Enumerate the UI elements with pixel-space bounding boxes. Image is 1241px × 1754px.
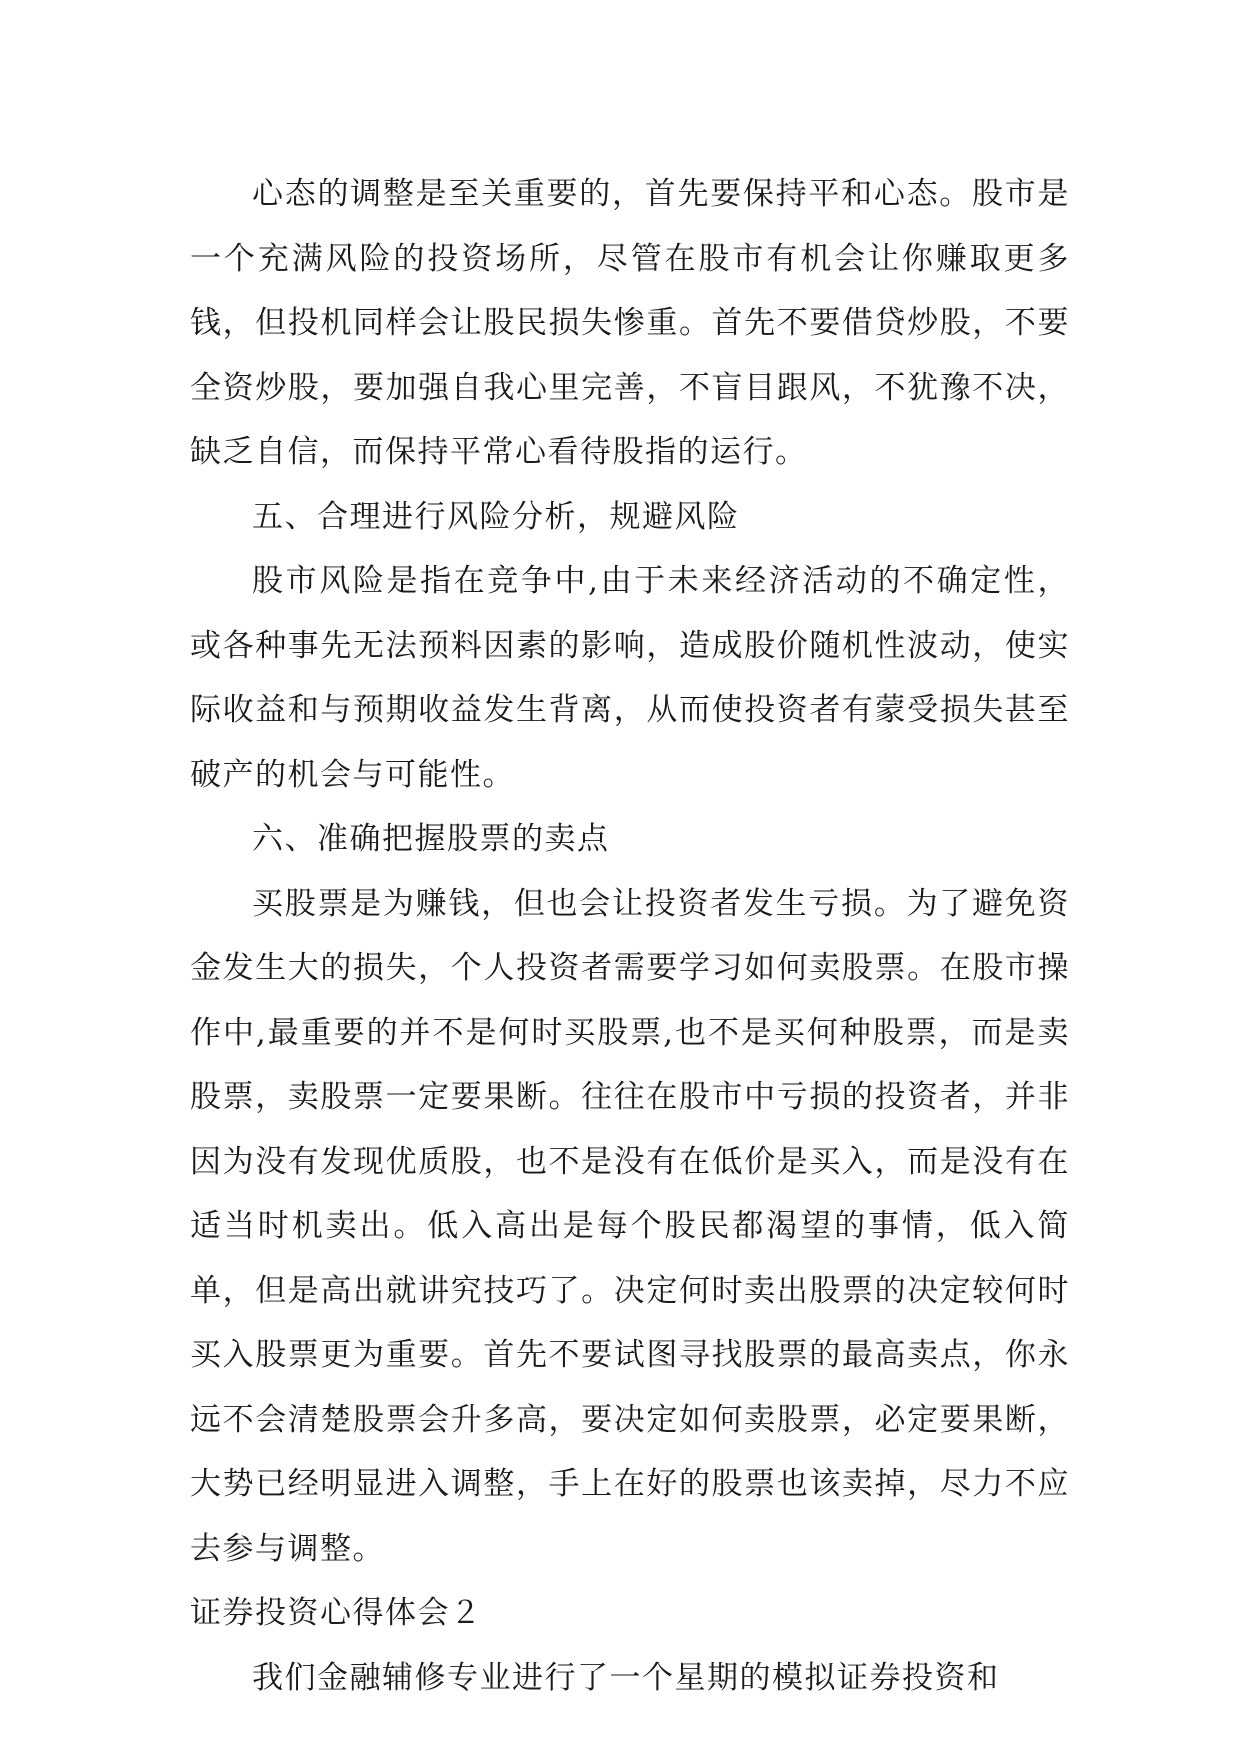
paragraph-selling-stocks: 买股票是为赚钱，但也会让投资者发生亏损。为了避免资金发生大的损失，个人投资者需要学习如何卖股票。在股市操作中,最重要的并不是何时买股票,也不是买何种股票，而是卖股票，卖股票一定要果断。往往在股市中亏损的投资者，并非因为没有发现优质股，也不是没有在低价是买入，而是没有在适当时机卖出。低入高出是每个股民都渴望的事情，低入简单，但是高出就讲究技巧了。决定何时卖出股票的决定较何时买入股票更为重要。首先不要试图寻找股票的最高卖点，你永远不会清楚股票会升多高，要决定如何卖股票，必定要果断，大势已经明显进入调整，手上在好的股票也该卖掉，尽力不应去参与调整。 [190,885,1070,1567]
section-heading-sell-point: 六、准确把握股票的卖点 [252,821,610,857]
paragraph-simulation-intro: 我们金融辅修专业进行了一个星期的模拟证券投资和 [252,1659,1000,1696]
paragraph-mindset: 心态的调整是至关重要的，首先要保持平和心态。股市是一个充满风险的投资场所，尽管在股市有机会让你赚取更多钱，但投机同样会让股民损失惨重。首先不要借贷炒股，不要全资炒股，要加强自我心里完善，不盲目跟风，不犹豫不决，缺乏自信，而保持平常心看待股指的运行。 [190,176,1070,470]
section-heading-risk-analysis: 五、合理进行风险分析，规避风险 [252,498,740,535]
document-body [190,162,1070,1710]
paragraph-market-risk: 股市风险是指在竞争中,由于未来经济活动的不确定性，或各种事先无法预料因素的影响，造成股价随机性波动，使实际收益和与预期收益发生背离，从而使投资者有蒙受损失甚至破产的机会与可能性。 [190,563,1070,793]
document-title-part-2: 证券投资心得体会２ [190,1595,483,1631]
